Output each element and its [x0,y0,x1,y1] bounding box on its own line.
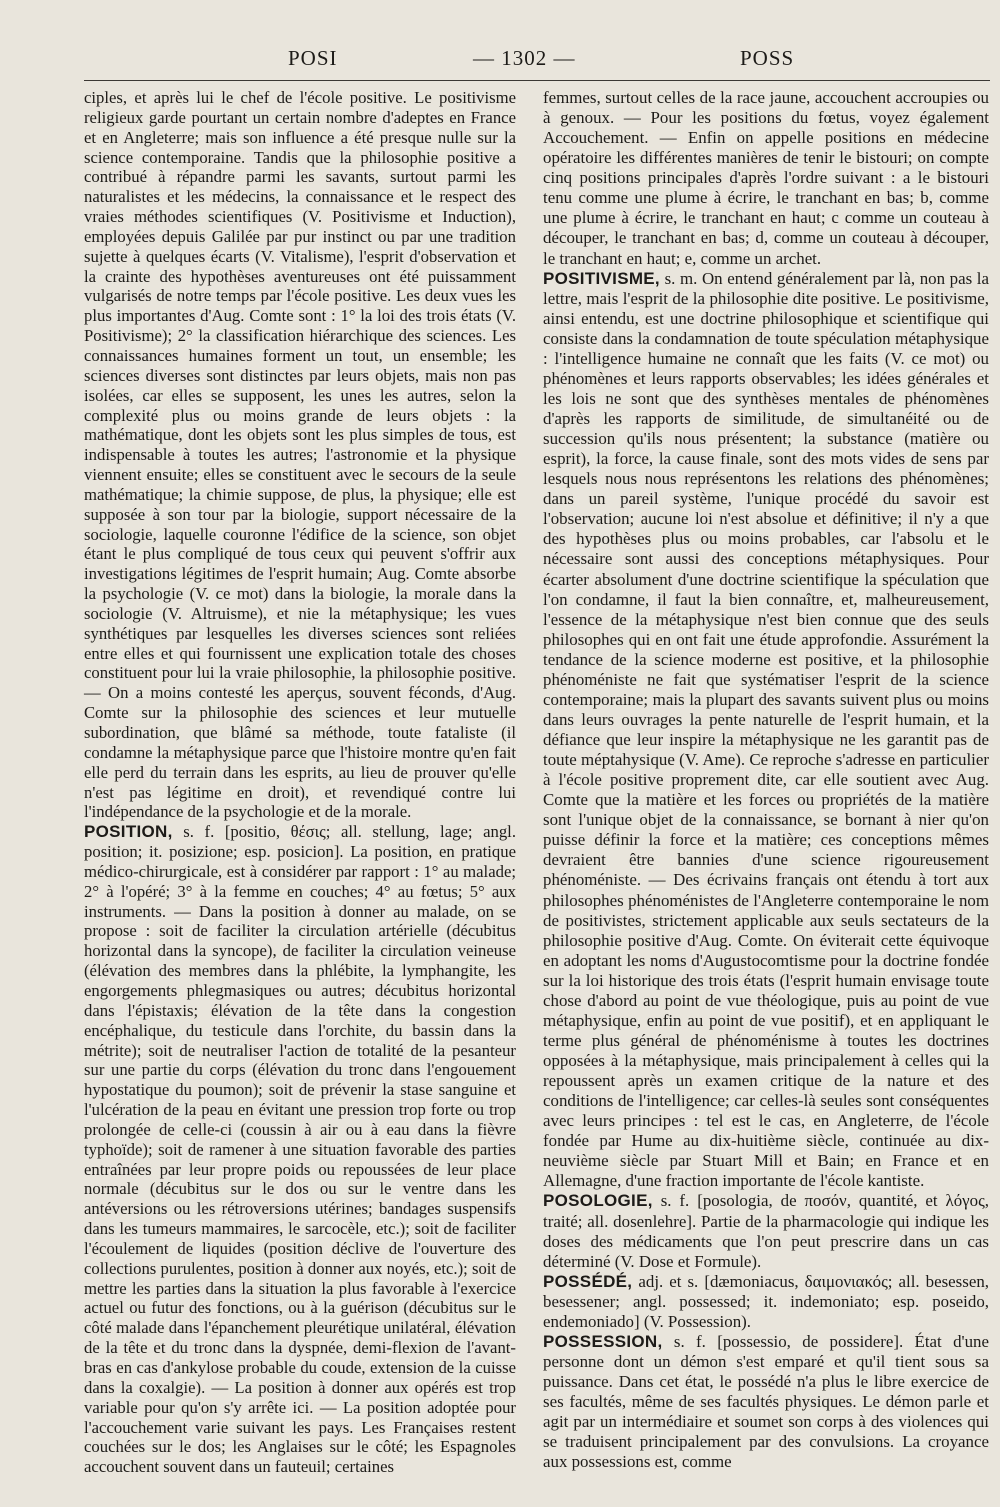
headword-positivisme: POSITIVISME, [543,268,660,288]
running-head-right: POSS [740,46,795,70]
running-head [0,46,1000,80]
position-continuation: femmes, surtout celles de la race jaune, accouchent accroupies ou à genoux. — Pour les positions du fœtus, voyez également Accouchement. — Enfin on appelle positions en médecine opératoire les différentes manières de tenir le bistouri; on compte cinq positions principales d'après l'ordre suivant : a le bistouri tenu comme une plume à écrire, le tranchant en bas; b, comme une plume à écrire, le tranchant en haut; c comme un couteau à découper, le tranchant en bas; d, comme un couteau à découper, le tranchant en haut; e, comme un archet. [543,88,989,268]
positivism-continuation: ciples, et après lui le chef de l'école positive. Le positivisme religieux garde pourtant un certain nombre d'adeptes en France et en Angleterre; mais son influence a été presque nulle sur la science contemporaine. Tandis que la philosophie positive a contribué à répandre parmi les savants, surtout parmi les naturalistes et les médecins, la connaissance et le respect des vraies méthodes scientifiques (V. Positivisme et Induction), employées depuis Galilée par pur instinct ou par une tradition sujette à quelques écarts (V. Vitalisme), l'esprit d'observation et la crainte des hypothèses aventureuses ont été puissamment vulgarisés de notre temps par l'école positive. Les deux vues les plus importantes d'Aug. Comte sont : 1° la loi des trois états (V. Positivisme); 2° la classification hiérarchique des sciences. Les connaissances humaines forment un tout, un ensemble; les sciences diverses sont distinctes par leurs objets, mais non pas isolées, car elles se supposent, les unes les autres, selon la complexité plus ou moins grande de leurs objets : la mathématique, dont les objets sont les plus simples de tous, est indispensable à toutes les autres; l'astronomie et la physique viennent ensuite; elles se constituent avec le secours de la seule mathématique; la chimie suppose, de plus, la physique; elle est supposée à son tour par la biologie, support nécessaire de la sociologie, laquelle couronne l'édifice de la science, son objet étant le plus compliqué de tous ceux qui peuvent s'offrir aux investigations légitimes de l'esprit humain; Aug. Comte absorbe la psychologie (V. ce mot) dans la biologie, la morale dans la sociologie (V. Altruisme), et nie la métaphysique; les vues synthétiques par lesquelles les diverses sciences sont reliées entre elles et qui fournissent une explication totale des choses constituent pour lui la vraie philosophie, la philosophie positive. — On a moins contesté les aperçus, souvent féconds, d'Aug. Comte sur la philosophie des sciences et leur mutuelle subordination, que blâmé sa méthode, toute fataliste (il condamne la métaphysique parce que l'histoire montre qu'en fait elle perd du terrain dans les esprits, au lieu de prouver qu'elle n'est pas légitime en droit), et revendiqué contre lui l'indépendance de la psychologie et de la morale. [84,88,516,822]
entry-positivisme [543,269,989,1192]
entry-posologie-text: s. f. [posologia, de ποσόν, quantité, et λόγος, traité; all. dosenlehre]. Partie de la pharmacologie qui indique les doses des médicaments que l'on peut prescrire dans un cas déterminé (V. Dose et Formule). [543,1191,989,1271]
entry-position-text: s. f. [positio, θέσις; all. stellung, lage; angl. position; it. posizione; esp. posicion]. La position, en pratique médico-chirurgicale, est à considérer par rapport : 1° au malade; 2° à l'opéré; 3° à la femme en couches; 4° au fœtus; 5° aux instruments. — Dans la position à donner au malade, on se propose : soit de faciliter la circulation artérielle (décubitus horizontal dans la syncope), de faciliter la circulation veineuse (élévation des membres dans la phlébite, la lymphangite, les engorgements phlegmasiques ou autres; décubitus horizontal dans l'épistaxis; élévation de la tête dans la congestion encéphalique, du testicule dans l'orchite, du bassin dans la métrite); soit de neutraliser l'action de totalité de la pesanteur sur une partie du corps (élévation du tronc dans l'engouement hypostatique du poumon); soit de prévenir la stase sanguine et l'ulcération de la peau en évitant une pression trop forte ou trop prolongée de celle-ci (coussin à air ou à eau dans la fièvre typhoïde); soit de ramener à une situation favorable des parties entraînées par leur propre poids ou repoussées de leur place normale (décubitus sur le dos ou sur le ventre dans les antéversions ou les rétroversions utérines; bandages suspensifs dans les tumeurs mammaires, le sarcocèle, etc.); soit de faciliter l'écoulement de liquides (position déclive de l'ouverture des collections purulentes, position à donner aux noyés, etc.); soit de mettre les parties dans la situation la plus favorable à l'exercice actuel ou futur des fonctions, ou à la guérison (décubitus sur le côté malade dans l'épanchement pleurétique unilatéral, élévation de la tête et du tronc dans la dyspnée, demi-flexion de l'avant-bras en cas d'ankylose probable du coude, extension de la cuisse dans la coxalgie). — La position à donner aux opérés est trop variable pour qu'on s'y arrête ici. — La position adoptée pour l'accouchement varie suivant les pays. Les Françaises restent couchées sur le dos; les Anglaises sur le côté; les Espagnoles accouchent souvent dans un fauteuil; certaines [84,822,516,1477]
headword-possession: POSSESSION, [543,1331,663,1351]
entry-possession [543,1332,989,1472]
entry-possede [543,1272,989,1332]
entry-posologie [543,1191,989,1271]
entry-position [84,822,516,1477]
entry-positivisme-text: s. m. On entend généralement par là, non pas la lettre, mais l'esprit de la philosophie dite positive. Le positivisme, ainsi entendu, est une doctrine philosophique et scientifique qui consiste dans la condamnation de toute spéculation métaphysique : l'intelligence humaine ne connaît que les faits (V. ce mot) ou phénomènes et leurs rapports observables; les idées générales et les lois ne sont que des synthèses mentales de phénomènes d'après les rapports de similitude, de simultanéité ou de succession qu'ils nous présentent; la substance (matière ou esprit), la force, la cause finale, sont des mots vides de sens par lesquels nous nous représentons les relations des phénomènes; dans un pareil système, l'unique procédé du savoir est l'observation; aucune loi n'est absolue et définitive; il n'y a que des hypothèses plus ou moins probables, car l'absolu et le nécessaire sont aussi des conceptions métaphysiques. Pour écarter absolument d'une doctrine scientifique la spéculation que l'on condamne, il faut la bien connaître, et, malheureusement, l'essence de la métaphysique n'est bien connue que des seuls philosophes qui en ont fait une étude approfondie. Assurément la tendance de la science moderne est positive, et la philosophie phénoméniste ne fait que systématiser l'esprit de la science contemporaine; mais la plupart des savants suivent plus ou moins dans leurs ouvrages la pente naturelle de l'esprit humain, et la défiance que leur inspire la métaphysique ne les garantit pas de toute méptahysique (V. Ame). Ce reproche s'adresse en particulier à l'école positive proprement dite, car elle soutient avec Aug. Comte que la matière et les forces ou propriétés de la matière sont l'unique objet de la connaissance, se bornant à nier qu'on puisse définir la force et la matière; ces conceptions mêmes devraient être bannies d'une science rigoureusement phénoméniste. — Des écrivains français ont étendu à tort aux philosophes phénoménistes de l'Angleterre contemporaine le nom de positivistes, strictement applicable aux seuls sectateurs de la philosophie positive d'Aug. Comte. On éviterait cette équivoque en adoptant les noms d'Augustocomtisme pour la doctrine fondée sur la loi historique des trois états (l'esprit humain envisage toute chose d'abord au point de vue théologique, puis au point de vue métaphysique, enfin au point de vue positif), et en appliquant le terme plus général de phénoménisme à toutes les doctrines opposées à la métaphysique, mais principalement à celles qui la repoussent après un examen critique de la nature et des conditions de l'intelligence; car celles-là seules sont conséquentes avec leurs principes : tel est le cas, en Angleterre, de l'école fondée par Hume au dix-huitième siècle, continuée au dix-neuvième siècle par Stuart Mill et Bain; en France et en Allemagne, d'une fraction importante de l'école kantiste. [543,268,989,1191]
running-head-left: POSI [288,46,338,70]
left-column [84,88,516,1477]
headword-possede: POSSÉDÉ, [543,1271,633,1291]
headword-posologie: POSOLOGIE, [543,1191,653,1211]
entry-possession-text: s. f. [possessio, de possidere]. État d'une personne dont un démon s'est emparé et qu'il tient sous sa puissance. Dans cet état, le possédé n'a plus le libre exercice de ses facultés, même de ses facultés physiques. Le démon parle et agit par un intermédiaire et soumet son corps à des violences qui se traduisent principalement par des convulsions. La croyance aux possessions est, comme [543,1331,989,1472]
page-number: — 1302 — [473,46,576,70]
entry-possede-text: adj. et s. [dæmoniacus, δαιμονιακός; all. besessen, besessener; angl. possessed; it. indemoniato; esp. poseido, endemoniado] (V. Possession). [543,1271,989,1331]
header-rule [84,80,990,81]
right-column [543,88,989,1472]
headword-position: POSITION, [84,822,173,842]
